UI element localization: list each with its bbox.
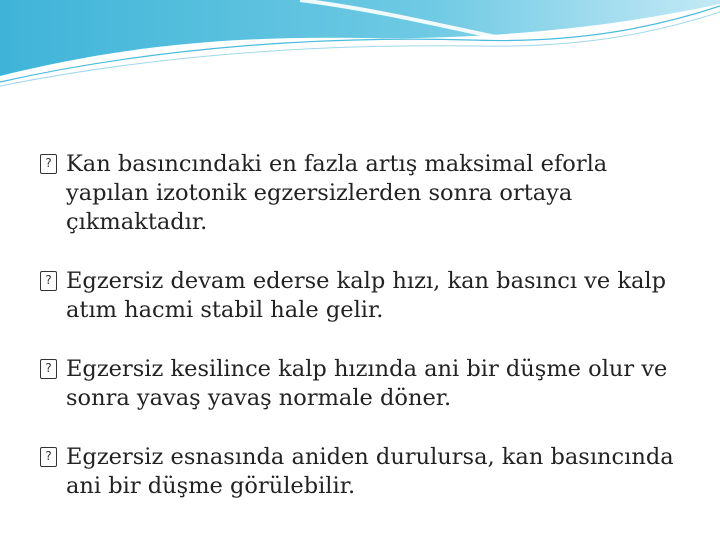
replacement-char-icon: ? — [40, 271, 57, 291]
wave-header-decoration — [0, 0, 720, 90]
replacement-char-icon: ? — [40, 154, 57, 174]
replacement-char-icon: ? — [40, 359, 57, 379]
bullet-item — [40, 150, 680, 237]
bullet-text: Egzersiz devam ederse kalp hızı, kan basıncı ve kalp atım hacmi stabil hale gelir. — [66, 268, 666, 323]
bullet-item — [40, 267, 680, 325]
bullet-list — [40, 150, 680, 531]
bullet-text: Egzersiz esnasında aniden durulursa, kan basıncında ani bir düşme görülebilir. — [66, 444, 674, 499]
replacement-char-icon: ? — [40, 447, 57, 467]
bullet-text: Egzersiz kesilince kalp hızında ani bir düşme olur ve sonra yavaş yavaş normale döner. — [66, 356, 668, 411]
bullet-item — [40, 443, 680, 501]
bullet-item — [40, 355, 680, 413]
bullet-text: Kan basıncındaki en fazla artış maksimal eforla yapılan izotonik egzersizlerden sonra ortaya çıkmaktadır. — [66, 151, 608, 235]
